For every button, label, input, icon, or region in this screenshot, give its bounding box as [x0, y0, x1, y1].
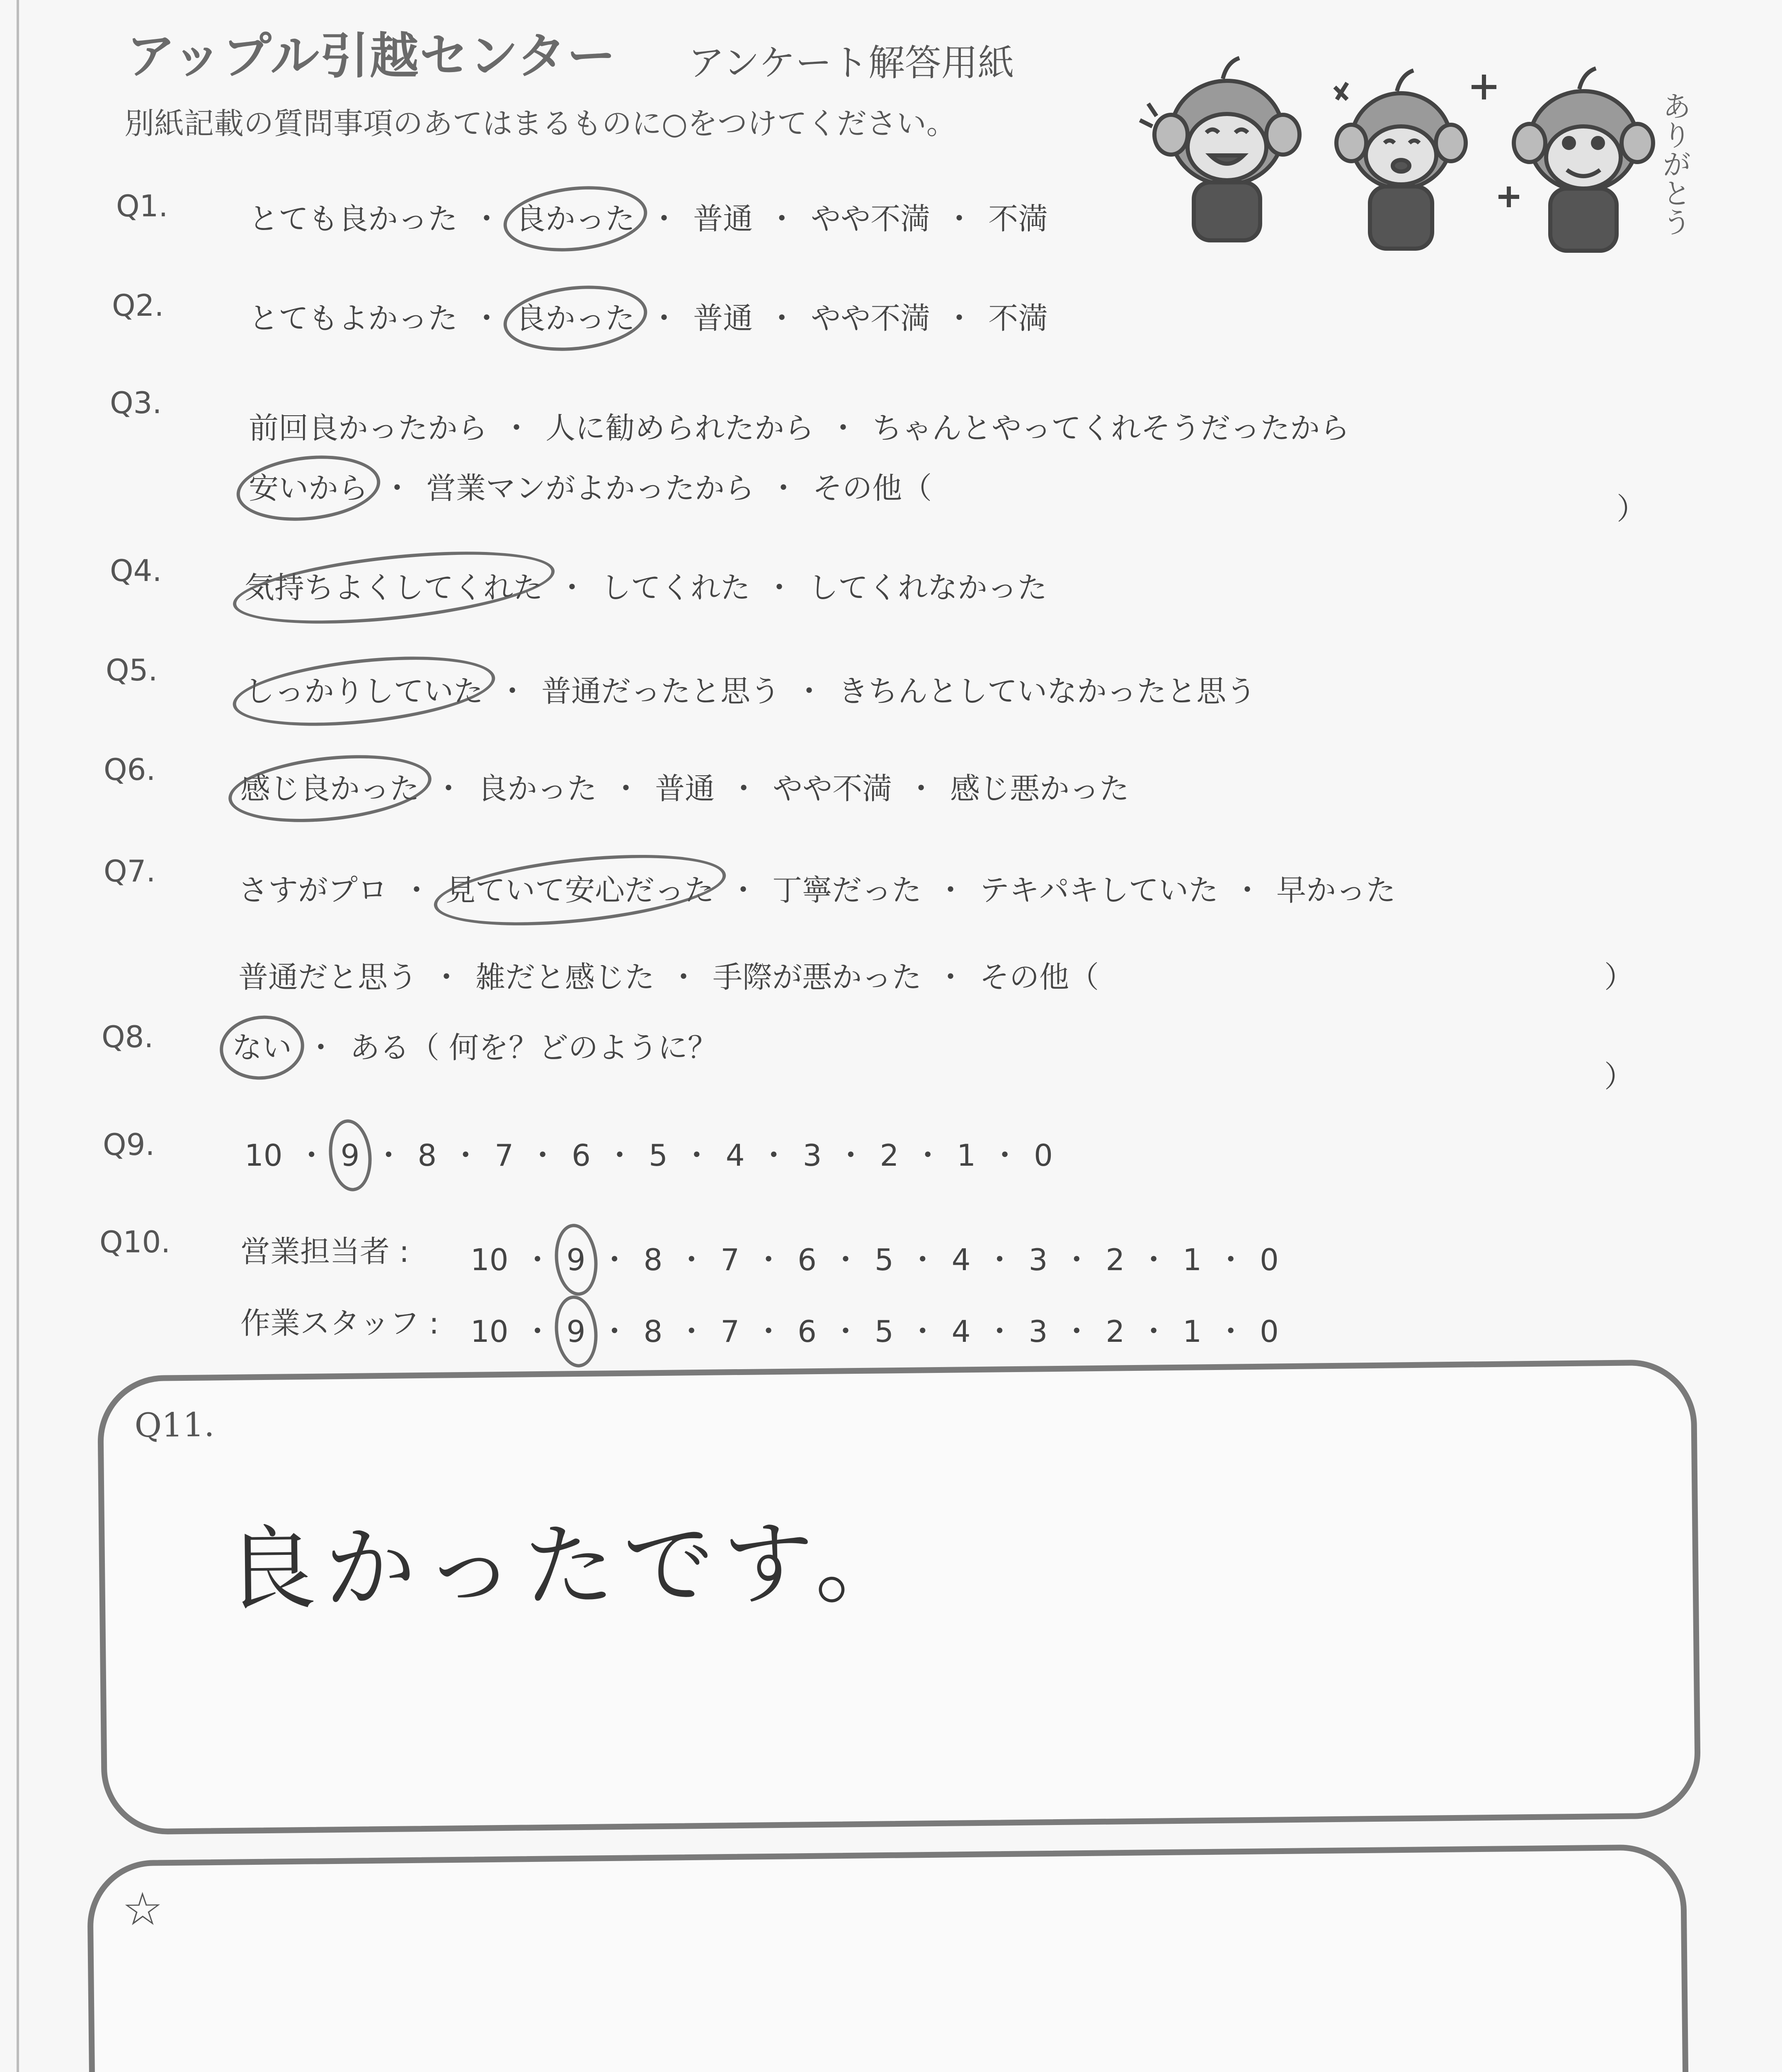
- separator-dot: ・: [984, 1242, 1015, 1277]
- q9-score-option[interactable]: 4: [725, 1138, 745, 1173]
- separator-dot: ・: [1216, 1314, 1246, 1349]
- q6-option[interactable]: やや不満: [773, 771, 892, 806]
- selected-circle-mark: [225, 746, 434, 831]
- q10-sales-score-option[interactable]: 8: [643, 1242, 663, 1277]
- q10-staff-score-option[interactable]: 0: [1260, 1314, 1279, 1349]
- separator-dot: ・: [1062, 1242, 1092, 1277]
- q3-label: Q3.: [110, 385, 162, 420]
- q10-sales-score-option[interactable]: 3: [1028, 1242, 1048, 1277]
- separator-dot: ・: [472, 301, 502, 336]
- q6-option[interactable]: 普通: [655, 771, 715, 806]
- star-comment-box[interactable]: [87, 1844, 1691, 2072]
- separator-dot: ・: [522, 1242, 553, 1277]
- q9-scale: [245, 1131, 1053, 1174]
- q10-staff-score-option[interactable]: 5: [874, 1314, 894, 1349]
- q10-staff-score-option[interactable]: 10: [470, 1314, 509, 1349]
- q10-sales-score-option[interactable]: 2: [1106, 1242, 1125, 1277]
- q7-label: Q7.: [104, 854, 156, 888]
- separator-dot: ・: [1139, 1314, 1169, 1349]
- q10-staff-name: 作業スタッフ :: [240, 1306, 439, 1341]
- q1-option[interactable]: やや不満: [811, 201, 931, 236]
- separator-dot: ・: [754, 1314, 784, 1349]
- selected-circle-mark: [551, 1293, 601, 1370]
- q6-option[interactable]: 感じ良かった: [240, 771, 419, 806]
- form-subtitle: アンケート解答用紙: [688, 41, 1014, 84]
- separator-dot: ・: [306, 1030, 336, 1065]
- q8-option[interactable]: ない: [232, 1030, 292, 1065]
- separator-dot: ・: [828, 411, 858, 445]
- q4-option[interactable]: してくれなかった: [808, 570, 1047, 605]
- form-instruction: 別紙記載の質問事項のあてはまるものに○をつけてください。: [124, 106, 956, 141]
- q9-score-option[interactable]: 10: [245, 1138, 283, 1173]
- q10-staff-score-option[interactable]: 7: [720, 1314, 740, 1349]
- scan-edge: [17, 0, 19, 2072]
- q9-score-option[interactable]: 6: [572, 1138, 591, 1173]
- q3-option[interactable]: ちゃんとやってくれそうだったから: [872, 411, 1350, 445]
- separator-dot: ・: [728, 873, 759, 908]
- q7-options-line-2: [238, 953, 1099, 996]
- selected-circle-mark: [551, 1222, 601, 1298]
- q6-option[interactable]: 感じ悪かった: [950, 771, 1130, 806]
- q9-score-option[interactable]: 3: [803, 1138, 822, 1173]
- separator-dot: ・: [1062, 1314, 1092, 1349]
- q8-close-paren: ）: [1604, 1059, 1634, 1094]
- q10-sales-score-option[interactable]: 10: [470, 1242, 509, 1277]
- separator-dot: ・: [1232, 873, 1263, 908]
- q10-staff-score-option[interactable]: 9: [567, 1314, 586, 1349]
- q10-sales-scale: [470, 1236, 1279, 1279]
- q10-staff-scale: [470, 1307, 1279, 1351]
- separator-dot: ・: [604, 1138, 635, 1173]
- separator-dot: ・: [907, 1242, 938, 1277]
- star-label: ☆: [122, 1882, 164, 1936]
- separator-dot: ・: [599, 1242, 630, 1277]
- selected-circle-mark: [217, 1012, 308, 1084]
- separator-dot: ・: [913, 1138, 943, 1173]
- q3-option[interactable]: 安いから: [249, 471, 368, 506]
- q9-score-option[interactable]: 9: [341, 1138, 360, 1173]
- q10-staff-score-option[interactable]: 3: [1028, 1314, 1048, 1349]
- q8-option[interactable]: ある（ 何を？どのように？: [350, 1030, 718, 1065]
- q10-sales-score-option[interactable]: 6: [798, 1242, 817, 1277]
- company-title: アップル引越センター: [126, 27, 617, 85]
- q10-staff-score-option[interactable]: 1: [1183, 1314, 1202, 1349]
- separator-dot: ・: [649, 201, 679, 236]
- selected-circle-mark: [230, 646, 499, 737]
- separator-dot: ・: [451, 1138, 481, 1173]
- q5-option[interactable]: しっかりしていた: [245, 674, 483, 709]
- q9-score-option[interactable]: 7: [495, 1138, 514, 1173]
- q10-sales-score-option[interactable]: 7: [720, 1242, 740, 1277]
- separator-dot: ・: [1139, 1242, 1169, 1277]
- q10-sales-score-option[interactable]: 4: [951, 1242, 971, 1277]
- q1-options-line-1: [249, 195, 1048, 238]
- separator-dot: ・: [557, 570, 587, 605]
- q11-answer: 良かったです。: [224, 1509, 915, 1623]
- separator-dot: ・: [434, 771, 464, 806]
- q7-option[interactable]: 手際が悪かった: [713, 960, 922, 995]
- selected-circle-mark: [500, 279, 650, 358]
- q2-label: Q2.: [112, 288, 164, 323]
- q7-option[interactable]: 雑だと感じた: [475, 960, 655, 995]
- separator-dot: ・: [402, 873, 432, 908]
- q3-close-paren: ）: [1617, 491, 1647, 526]
- separator-dot: ・: [794, 674, 824, 709]
- q7-option[interactable]: その他（: [979, 960, 1099, 995]
- q7-option[interactable]: テキパキしていた: [979, 873, 1219, 908]
- thanks-text: ありがとう: [1658, 91, 1692, 236]
- q10-staff-score-option[interactable]: 6: [798, 1314, 817, 1349]
- q7-option[interactable]: 早かった: [1276, 873, 1396, 908]
- q10-sales-score-option[interactable]: 0: [1260, 1242, 1279, 1277]
- separator-dot: ・: [373, 1138, 404, 1173]
- q1-option[interactable]: 不満: [988, 201, 1048, 236]
- separator-dot: ・: [729, 771, 759, 806]
- separator-dot: ・: [432, 960, 462, 995]
- selected-circle-mark: [431, 843, 729, 937]
- separator-dot: ・: [907, 1314, 938, 1349]
- separator-dot: ・: [767, 201, 797, 236]
- q2-option[interactable]: 不満: [988, 301, 1048, 336]
- separator-dot: ・: [767, 301, 797, 336]
- separator-dot: ・: [497, 674, 528, 709]
- q2-options-line-1: [249, 294, 1048, 337]
- q9-score-option[interactable]: 0: [1034, 1138, 1053, 1173]
- monkey-mascots-illustration: [1136, 37, 1716, 269]
- separator-dot: ・: [936, 873, 966, 908]
- separator-dot: ・: [944, 301, 975, 336]
- q1-label: Q1.: [116, 189, 168, 223]
- q6-label: Q6.: [104, 752, 156, 787]
- separator-dot: ・: [906, 771, 936, 806]
- q2-option[interactable]: 普通: [693, 301, 753, 336]
- q10-sales-name: 営業担当者 :: [240, 1234, 410, 1269]
- q3-options-line-1: [249, 404, 1350, 447]
- separator-dot: ・: [769, 471, 799, 506]
- separator-dot: ・: [984, 1314, 1015, 1349]
- separator-dot: ・: [830, 1314, 861, 1349]
- q10-sales-score-option[interactable]: 5: [874, 1242, 894, 1277]
- q2-option[interactable]: 良かった: [516, 301, 635, 336]
- separator-dot: ・: [502, 411, 532, 445]
- q3-option[interactable]: 営業マンがよかったから: [426, 471, 755, 506]
- separator-dot: ・: [759, 1138, 789, 1173]
- q5-options-line-1: [245, 667, 1256, 710]
- separator-dot: ・: [528, 1138, 558, 1173]
- q4-option[interactable]: してくれた: [601, 570, 751, 605]
- separator-dot: ・: [296, 1138, 327, 1173]
- q9-label: Q9.: [103, 1127, 155, 1162]
- selected-circle-mark: [325, 1117, 375, 1193]
- q8-label: Q8.: [102, 1019, 154, 1054]
- q1-option[interactable]: とても良かった: [249, 201, 458, 236]
- separator-dot: ・: [669, 960, 699, 995]
- selected-circle-mark: [230, 539, 558, 637]
- selected-circle-mark: [233, 449, 383, 528]
- separator-dot: ・: [676, 1242, 707, 1277]
- separator-dot: ・: [936, 960, 966, 995]
- q2-option[interactable]: とてもよかった: [249, 301, 458, 336]
- q4-label: Q4.: [110, 553, 162, 588]
- separator-dot: ・: [676, 1314, 707, 1349]
- q10-sales-score-option[interactable]: 9: [567, 1242, 586, 1277]
- selected-circle-mark: [500, 179, 650, 258]
- q11-comment-box[interactable]: [97, 1359, 1701, 1835]
- separator-dot: ・: [522, 1314, 553, 1349]
- q7-option[interactable]: 見ていて安心だった: [446, 873, 714, 908]
- q9-score-option[interactable]: 1: [957, 1138, 976, 1173]
- q9-score-option[interactable]: 5: [648, 1138, 668, 1173]
- separator-dot: ・: [681, 1138, 712, 1173]
- q9-score-option[interactable]: 8: [417, 1138, 437, 1173]
- q7-option[interactable]: 普通だと思う: [238, 960, 418, 995]
- separator-dot: ・: [599, 1314, 630, 1349]
- q10-staff-score-option[interactable]: 4: [951, 1314, 971, 1349]
- separator-dot: ・: [649, 301, 679, 336]
- q2-option[interactable]: やや不満: [811, 301, 931, 336]
- q10-label: Q10.: [99, 1225, 171, 1259]
- q7-close-paren: ）: [1604, 960, 1634, 995]
- q1-option[interactable]: 普通: [693, 201, 753, 236]
- q3-options-line-2: [249, 464, 932, 507]
- q3-option[interactable]: 人に勧められたから: [546, 411, 815, 445]
- q6-options-line-1: [240, 765, 1129, 808]
- q4-option[interactable]: 気持ちよくしてくれた: [245, 570, 543, 605]
- separator-dot: ・: [611, 771, 641, 806]
- q7-options-line-1: [238, 866, 1396, 909]
- q3-option[interactable]: 前回良かったから: [249, 411, 488, 445]
- separator-dot: ・: [1216, 1242, 1246, 1277]
- separator-dot: ・: [944, 201, 975, 236]
- q1-option[interactable]: 良かった: [516, 201, 635, 236]
- separator-dot: ・: [830, 1242, 861, 1277]
- q10-staff-score-option[interactable]: 2: [1106, 1314, 1125, 1349]
- q4-options-line-1: [245, 564, 1047, 607]
- separator-dot: ・: [472, 201, 502, 236]
- q5-option[interactable]: きちんとしていなかったと思う: [838, 674, 1256, 709]
- separator-dot: ・: [382, 471, 412, 506]
- q11-label: Q11.: [134, 1405, 215, 1445]
- q5-option[interactable]: 普通だったと思う: [541, 674, 781, 709]
- q7-option[interactable]: 丁寧だった: [772, 873, 922, 908]
- q9-score-option[interactable]: 2: [880, 1138, 899, 1173]
- separator-dot: ・: [764, 570, 795, 605]
- q3-option[interactable]: その他（: [812, 471, 932, 506]
- q5-label: Q5.: [106, 653, 158, 687]
- q7-option[interactable]: さすがプロ: [238, 873, 388, 908]
- separator-dot: ・: [836, 1138, 866, 1173]
- separator-dot: ・: [990, 1138, 1020, 1173]
- q6-option[interactable]: 良かった: [478, 771, 597, 806]
- q8-options-line-1: [232, 1024, 718, 1067]
- separator-dot: ・: [754, 1242, 784, 1277]
- q10-sales-score-option[interactable]: 1: [1183, 1242, 1202, 1277]
- q10-staff-score-option[interactable]: 8: [643, 1314, 663, 1349]
